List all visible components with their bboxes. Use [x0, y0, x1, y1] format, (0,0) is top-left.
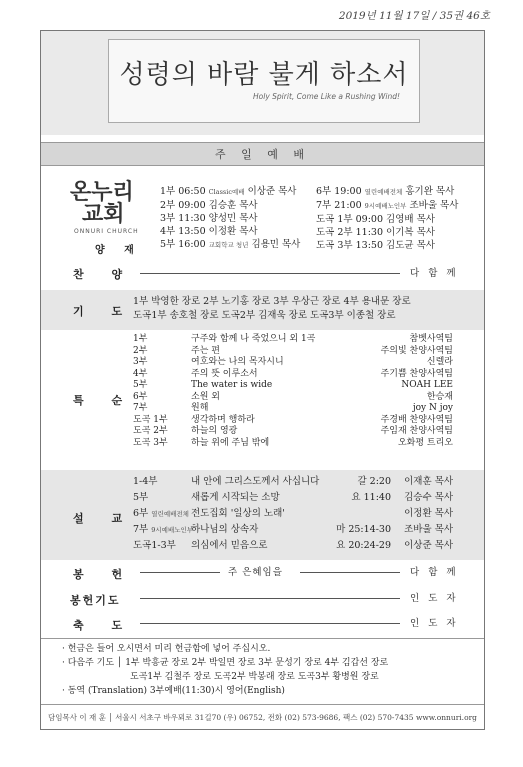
yangjae-label: 양 재 [95, 245, 142, 256]
blessing-rule [140, 623, 400, 624]
blessing-label: 축 도 [73, 619, 135, 632]
blessing-value: 인 도 자 [410, 618, 459, 629]
special-row: 도곡 3부 하늘 위에 주님 밖에 오화평 트리오 [133, 437, 453, 448]
note-next-prayer: · 다음주 기도 │ 1부 박흥균 장로 2부 박일면 장로 3부 문성기 장로 4부 김갑선 장로 [62, 658, 389, 668]
special-row: 도곡 2부 하늘의 영광 주임재 찬양사역팀 [133, 426, 453, 436]
worship-title: 주 일 예 배 [215, 148, 310, 161]
offering-value: 다 함 께 [410, 567, 459, 578]
church-logo-english: ONNURI CHURCH [74, 228, 139, 235]
service-row: 7부 21:00 9시예배노인부 조바울 목사 [316, 200, 459, 211]
sermon-label: 설 교 [73, 512, 135, 525]
prayer-label: 기 도 [73, 305, 135, 318]
offering-rule-left [140, 572, 220, 573]
sermon-row: 5부 새롭게 시작되는 소망 요 11:40 김승수 목사 [133, 492, 453, 503]
special-row: 1부 구주와 함께 나 죽었으니 외 1곡 참벳사역팀 [133, 334, 453, 344]
offering-rule-right [300, 572, 400, 573]
service-row: 6부 19:00 열린예배전체 홍기완 목사 [316, 186, 455, 197]
service-row: 도곡 1부 09:00 김영배 목사 [316, 214, 435, 225]
issue-date: 2019년 11월 17일 / 35권 46호 [338, 10, 490, 22]
notes-divider [41, 638, 484, 639]
church-logo-line1: 온누리 [70, 180, 134, 205]
note-next-prayer-dogok: 도곡1부 김철주 장로 도곡2부 박봉래 장로 도곡3부 황병원 장로 [130, 672, 379, 682]
offering-prayer-label: 봉헌기도 [70, 594, 121, 607]
note-offering: · 헌금은 들어 오시면서 미리 헌금함에 넣어 주십시오. [62, 644, 271, 654]
footer-info: 담임목사 이 재 훈 │ 서울시 서초구 바우뫼로 31길70 (우) 06752, 전화 (02) 573-9686, 팩스 (02) 570-7435 www.onnuri.org [48, 713, 477, 722]
offering-prayer-value: 인 도 자 [410, 593, 459, 604]
praise-rule [140, 273, 400, 274]
special-row: 4부 주의 뜻 이루소서 주기쁨 찬양사역팀 [133, 368, 453, 379]
banner-subtitle: Holy Spirit, Come Like a Rushing Wind! [253, 92, 400, 101]
praise-label: 찬 양 [73, 268, 135, 281]
offering-center: 주 은혜임을 [228, 567, 283, 578]
church-logo-line2: 교회 [82, 202, 125, 227]
prayer-line1: 1부 박영한 장로 2부 노기홍 장로 3부 우상근 장로 4부 용내문 장로 [133, 296, 411, 307]
sermon-row: 7부 9시예배노인부 하나님의 상속자 마 25:14-30 조바울 목사 [133, 524, 453, 535]
special-row: 3부 여호와는 나의 목자시니 신렐라 [133, 357, 453, 367]
special-row: 도곡 1부 생각하며 행하라 주경배 찬양사역팀 [133, 414, 453, 425]
service-row: 도곡 3부 13:50 김도균 목사 [316, 240, 435, 251]
sermon-row: 6부 열린예배전체 전도집회 '일상의 노래' 이정환 목사 [133, 508, 453, 519]
praise-value: 다 함 께 [410, 268, 459, 279]
service-row: 4부 13:50 이정환 목사 [160, 226, 258, 237]
note-translation: · 동역 (Translation) 3부예배(11:30)시 영어(English) [62, 686, 285, 696]
services-left [160, 185, 300, 252]
offering-label: 봉 헌 [73, 568, 135, 581]
sermon-row: 도곡1-3부 의심에서 믿음으로 요 20:24-29 이상준 목사 [133, 540, 453, 551]
service-row: 1부 06:50 Classic예배 이상준 목사 [160, 186, 297, 197]
sermon-list [133, 476, 453, 556]
sermon-row: 1-4부 내 안에 그리스도께서 사십니다 갈 2:20 이재훈 목사 [133, 476, 453, 487]
special-list [133, 334, 453, 449]
services-right [316, 185, 458, 252]
offering-prayer-rule [140, 598, 400, 599]
service-row: 3부 11:30 양성민 목사 [160, 213, 258, 224]
special-label: 특 순 [73, 394, 135, 407]
footer-divider [41, 704, 484, 705]
prayer-line2: 도곡1부 송호철 장로 도곡2부 김재욱 장로 도곡3부 이종철 장로 [133, 310, 396, 321]
service-row: 2부 09:00 김승훈 목사 [160, 200, 258, 211]
special-row: 7부 원해 joy N joy [133, 403, 453, 413]
special-row: 2부 주는 편 주의빛 찬양사역팀 [133, 345, 453, 356]
service-row: 5부 16:00 교회학교 청년 김용민 목사 [160, 239, 301, 250]
service-row: 도곡 2부 11:30 이기복 목사 [316, 227, 435, 238]
banner-title: 성령의 바람 불게 하소서 [119, 60, 409, 90]
special-row: 5부 The water is wide NOAH LEE [133, 380, 453, 390]
special-row: 6부 소원 외 한승재 [133, 391, 453, 402]
